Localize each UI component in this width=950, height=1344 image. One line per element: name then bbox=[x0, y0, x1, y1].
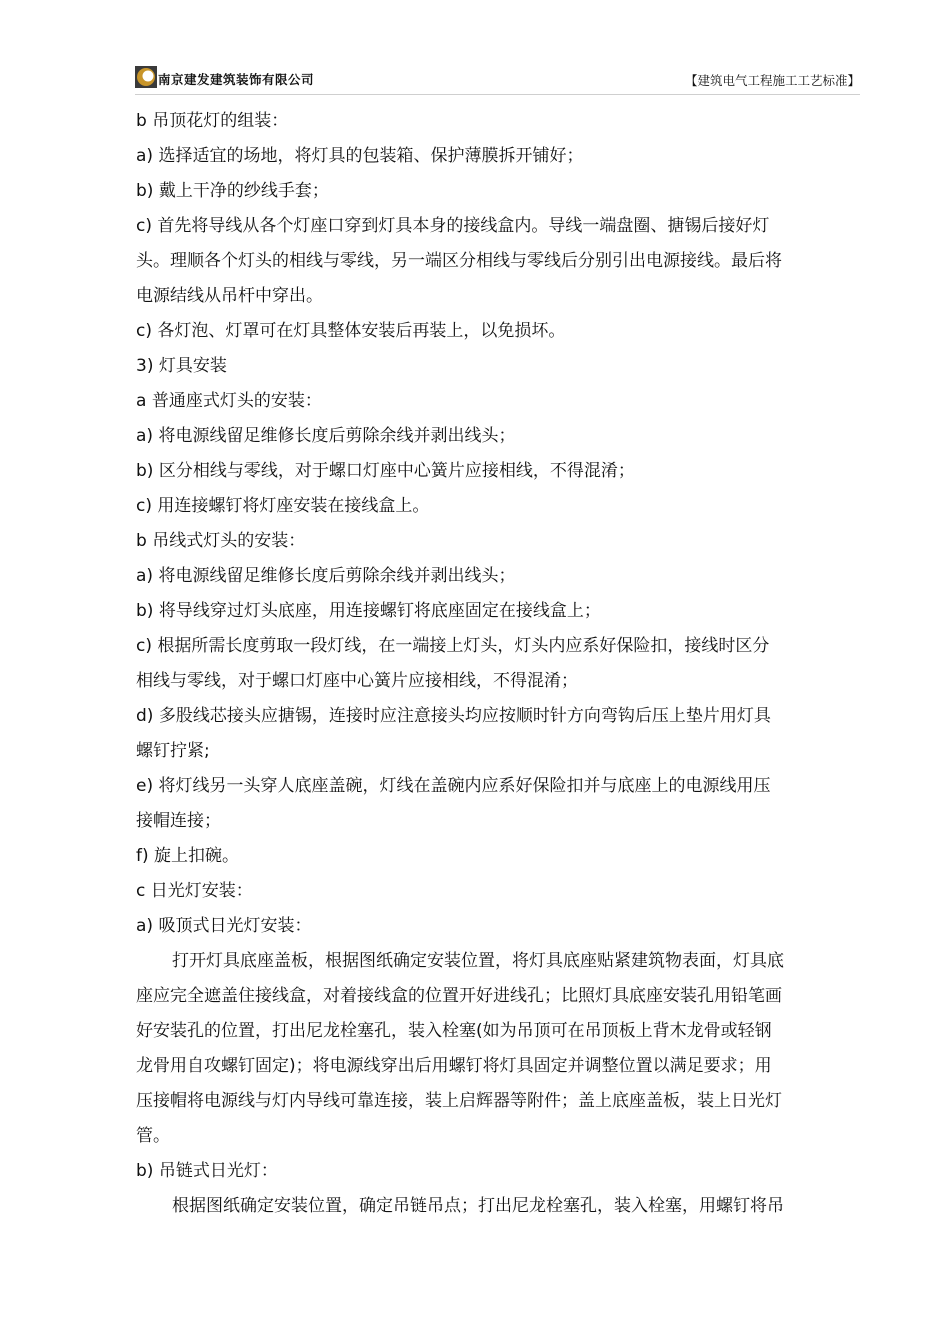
text-line: f) 旋上扣碗。 bbox=[136, 846, 240, 866]
text-line: c) 首先将导线从各个灯座口穿到灯具本身的接线盒内。导线一端盘圈、搪锡后接好灯 bbox=[136, 216, 770, 236]
header-divider bbox=[135, 94, 860, 95]
text-line: 头。理顺各个灯头的相线与零线，另一端区分相线与零线后分别引出电源接线。最后将 bbox=[136, 251, 782, 271]
text-line: b) 将导线穿过灯头底座，用连接螺钉将底座固定在接线盒上； bbox=[136, 601, 601, 621]
page-header bbox=[135, 66, 860, 92]
text-line: b 吊顶花灯的组装： bbox=[136, 111, 289, 131]
text-line: c) 用连接螺钉将灯座安装在接线盒上。 bbox=[136, 496, 430, 516]
text-line: 接帽连接； bbox=[136, 811, 221, 831]
text-line: a) 选择适宜的场地，将灯具的包装箱、保护薄膜拆开铺好； bbox=[136, 146, 584, 166]
text-line: 相线与零线，对于螺口灯座中心簧片应接相线，不得混淆； bbox=[136, 671, 578, 691]
text-line: b 吊线式灯头的安装： bbox=[136, 531, 306, 551]
text-line: 龙骨用自攻螺钉固定)；将电源线穿出后用螺钉将灯具固定并调整位置以满足要求；用 bbox=[136, 1056, 772, 1076]
text-line: b) 吊链式日光灯： bbox=[136, 1161, 278, 1181]
text-line: d) 多股线芯接头应搪锡，连接时应注意接头均应按顺时针方向弯钩后压上垫片用灯具 bbox=[136, 706, 771, 726]
text-line: c 日光灯安装： bbox=[136, 881, 253, 901]
text-line: 螺钉拧紧; bbox=[136, 741, 210, 761]
text-line: 座应完全遮盖住接线盒，对着接线盒的位置开好进线孔；比照灯具底座安装孔用铅笔画 bbox=[136, 986, 782, 1006]
text-line: c) 根据所需长度剪取一段灯线，在一端接上灯头，灯头内应系好保险扣，接线时区分 bbox=[136, 636, 770, 656]
text-line: 压接帽将电源线与灯内导线可靠连接，装上启辉器等附件；盖上底座盖板，装上日光灯 bbox=[136, 1091, 782, 1111]
text-line: a 普通座式灯头的安装： bbox=[136, 391, 322, 411]
text-line: 打开灯具底座盖板，根据图纸确定安装位置，将灯具底座贴紧建筑物表面，灯具底 bbox=[172, 951, 784, 971]
text-line: b) 戴上干净的纱线手套； bbox=[136, 181, 329, 201]
text-line: c) 各灯泡、灯罩可在灯具整体安装后再装上，以免损坏。 bbox=[136, 321, 566, 341]
text-line: a) 将电源线留足维修长度后剪除余线并剥出线头； bbox=[136, 566, 516, 586]
document-body bbox=[136, 104, 860, 1224]
section-heading: 3) 灯具安装 bbox=[136, 356, 227, 376]
text-line: 电源结线从吊杆中穿出。 bbox=[136, 286, 323, 306]
company-name: 南京建发建筑装饰有限公司 bbox=[158, 72, 315, 87]
text-line: a) 吸顶式日光灯安装： bbox=[136, 916, 312, 936]
text-line: 好安装孔的位置，打出尼龙栓塞孔，装入栓塞(如为吊顶可在吊顶板上背木龙骨或轻钢 bbox=[136, 1021, 772, 1041]
text-line: a) 将电源线留足维修长度后剪除余线并剥出线头； bbox=[136, 426, 516, 446]
company-logo-icon bbox=[135, 66, 157, 88]
text-line: 根据图纸确定安装位置，确定吊链吊点；打出尼龙栓塞孔，装入栓塞，用螺钉将吊 bbox=[172, 1196, 784, 1216]
text-line: 管。 bbox=[136, 1126, 170, 1146]
text-line: b) 区分相线与零线，对于螺口灯座中心簧片应接相线，不得混淆； bbox=[136, 461, 635, 481]
text-line: e) 将灯线另一头穿人底座盖碗，灯线在盖碗内应系好保险扣并与底座上的电源线用压 bbox=[136, 776, 771, 796]
document-standard-title: 【建筑电气工程施工工艺标准】 bbox=[684, 73, 860, 88]
